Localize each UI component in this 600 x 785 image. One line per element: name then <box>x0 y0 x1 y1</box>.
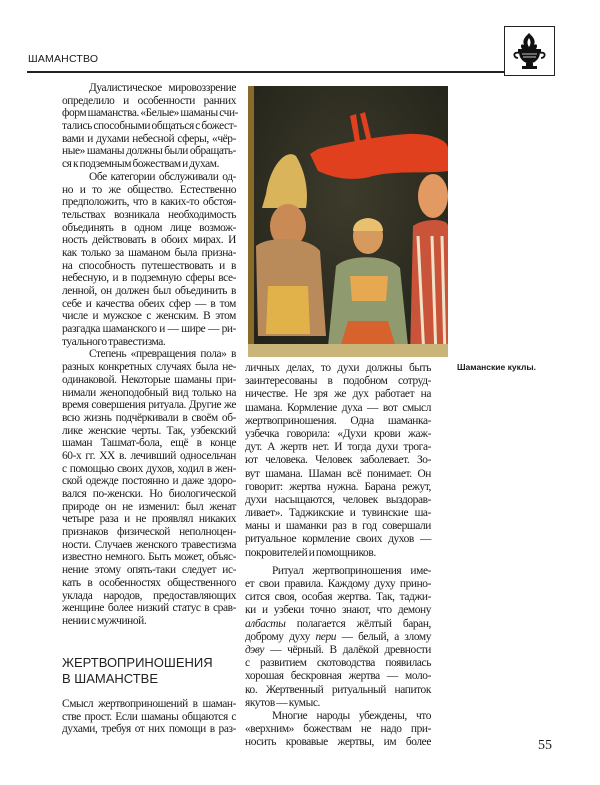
text-line <box>245 710 431 723</box>
text-line <box>245 520 431 533</box>
text-span: предположить, что в каких-то обстоя- <box>62 196 236 209</box>
text-line <box>62 209 236 222</box>
text-span: время совершения ритуала. Другие же <box>62 399 236 412</box>
italic-term: албасты <box>245 617 286 630</box>
urn-with-flame-icon <box>504 26 555 76</box>
text-span: ные» шаманы должны были обращать- <box>62 145 236 158</box>
text-line <box>62 564 236 577</box>
section-heading-line-2: В ШАМАНСТВЕ <box>62 671 158 686</box>
text-line <box>62 463 236 476</box>
running-head-title: ШАМАНСТВО <box>28 53 99 65</box>
text-line <box>62 196 236 209</box>
text-line <box>245 547 431 560</box>
text-span: ко. Жертвенный ритуальный напиток <box>245 683 431 696</box>
text-line <box>245 468 431 481</box>
text-span: вами и духами небесной сферы, «чёр- <box>62 132 236 145</box>
text-line <box>62 234 236 247</box>
text-span: разных конкретных случаях была не- <box>62 361 236 374</box>
text-span: духи насыщаются, человек выздорав- <box>245 493 431 506</box>
text-line <box>62 260 236 273</box>
text-span: ритуальное кормление своих духов — <box>245 533 431 546</box>
text-span: как только за шаманом была призна- <box>62 246 236 259</box>
text-span: хорошая бескровная жертва — моло- <box>245 670 431 683</box>
text-span: уклада народов, предоставляющих <box>62 589 236 602</box>
text-line <box>245 415 431 428</box>
text-span: тались способными общаться с божест- <box>62 120 237 133</box>
text-span: небесную, и в подземную сферы все- <box>62 272 236 285</box>
text-line <box>245 565 431 578</box>
text-line <box>62 488 236 501</box>
text-line <box>62 501 236 514</box>
text-line <box>62 171 236 184</box>
text-span: Дуалистическое мировоззрение <box>89 82 236 94</box>
text-span: нение этому опять-таки следует ис- <box>62 564 236 577</box>
text-line <box>245 533 431 546</box>
text-line <box>62 348 236 361</box>
text-span: на способность путешествовать и в <box>62 259 236 272</box>
text-line <box>245 402 431 415</box>
text-span: ничестве. Не зря же дух работает на <box>245 388 431 401</box>
text-span: ся к подземным божествам и духам. <box>62 158 220 171</box>
text-span: числе и мужское с женским. В этом <box>62 310 236 323</box>
text-span: всю жизнь подчёркивали в своём об- <box>62 411 236 424</box>
text-line <box>245 631 431 644</box>
text-line <box>245 375 431 388</box>
text-line <box>62 475 236 488</box>
text-line <box>62 158 236 171</box>
text-span: стве прост. Если шаманы общаются с <box>62 710 236 723</box>
text-line <box>62 361 236 374</box>
text-span: Смысл жертвоприношений в шаман- <box>62 698 236 710</box>
page-number: 55 <box>538 738 552 753</box>
text-line <box>62 310 236 323</box>
text-line <box>62 450 236 463</box>
text-span: нимали женоподобный вид только на <box>62 386 236 399</box>
text-span: тельствах возникала необходимость <box>62 208 236 221</box>
text-line <box>245 507 431 520</box>
text-span: ской одежде постоянно и даже здоро- <box>62 475 236 488</box>
text-line <box>245 441 431 454</box>
text-span: вут шамана. Шаман всё понимает. Он <box>245 467 431 480</box>
text-span: сится своя, особая жертва. Так, таджи- <box>245 591 431 604</box>
text-line <box>62 437 236 450</box>
text-span: Многие народы убеждены, что <box>272 709 431 722</box>
text-line <box>62 577 236 590</box>
section-heading-line-1: ЖЕРТВОПРИНОШЕНИЯ <box>62 655 213 670</box>
header-rule <box>27 71 524 73</box>
section-paragraph <box>62 698 236 736</box>
text-span: заинтересованы в подобном сотруд- <box>245 375 431 388</box>
text-line <box>62 551 236 564</box>
text-line <box>62 425 236 438</box>
text-line <box>245 362 431 375</box>
text-span: говорит: жертва нужна. Барана режут, <box>245 480 431 493</box>
text-line <box>62 590 236 603</box>
text-span: с развитием скотоводства появилась <box>245 657 431 670</box>
text-span: женщине более низкий статус в срав- <box>62 602 236 615</box>
text-span: разгадка шаманского и — шире — ри- <box>62 323 236 336</box>
section-heading <box>62 655 213 687</box>
text-span: жертвоприношения. Одна шаманка- <box>245 414 431 427</box>
text-span: ности. Случаев женского травестизма <box>62 538 236 551</box>
text-line <box>62 723 236 736</box>
text-span: но и то же общество. Естественно <box>62 183 236 196</box>
text-line <box>62 120 236 133</box>
text-line <box>245 388 431 401</box>
text-line <box>245 644 431 657</box>
text-span: ливает». Таджикские и тувинские ша- <box>245 507 431 520</box>
text-line <box>245 684 431 697</box>
text-line <box>245 454 431 467</box>
text-line <box>62 285 236 298</box>
text-span: Обе категории обслуживали од- <box>89 170 236 183</box>
text-line <box>62 615 236 628</box>
text-line <box>245 670 431 683</box>
text-line <box>62 247 236 260</box>
text-line <box>245 736 431 749</box>
text-line <box>62 539 236 552</box>
text-span: шамана. Кормление духа — вот смысл <box>245 401 431 414</box>
text-line <box>62 526 236 539</box>
text-span: шаман Ташмат-бола, ещё в конце <box>62 437 236 450</box>
right-text-column <box>245 362 431 749</box>
text-span: с помощью своих духов, ходил в жен- <box>62 462 236 475</box>
text-line <box>245 591 431 604</box>
text-line <box>245 723 431 736</box>
text-span: Степень «превращения пола» в <box>89 348 236 361</box>
text-line <box>62 184 236 197</box>
text-span: дут. А жертв нет. И тогда духи трога- <box>245 441 431 454</box>
text-line <box>62 298 236 311</box>
text-line <box>62 133 236 146</box>
text-span: ки и узбеки точно знают, что демону <box>245 604 431 617</box>
text-line <box>245 657 431 670</box>
text-line <box>245 578 431 591</box>
text-span: Ритуал жертвоприношения име- <box>272 564 431 577</box>
text-line <box>62 107 239 120</box>
text-line <box>245 428 431 441</box>
text-line <box>62 145 236 158</box>
text-span: якутов — кумыс. <box>245 696 320 709</box>
text-line <box>245 494 431 507</box>
italic-term: дэву <box>245 643 265 656</box>
text-span: природе он не изменил: был женат <box>62 500 236 513</box>
text-span: кать в особенностях общественного <box>62 576 236 589</box>
text-line <box>62 82 236 95</box>
text-line <box>62 513 236 526</box>
text-span: — белый, а злому <box>336 630 431 643</box>
text-span: 60-х гг. XX в. лечивший односельчан <box>62 449 236 462</box>
text-span: форм шаманства. «Белые» шаманы счи- <box>62 107 239 120</box>
text-span: известно немного. Быть может, объяс- <box>62 551 236 564</box>
text-span: вался по-женски. Но биологической <box>62 488 236 500</box>
text-line <box>245 618 431 631</box>
text-line <box>62 222 236 235</box>
text-line <box>245 481 431 494</box>
text-span: ет свои правила. Каждому духу прино- <box>245 578 431 590</box>
text-span: узбечка говорила: «Духи крови жаж- <box>245 427 431 440</box>
text-span: четыре раза и не проявлял никаких <box>62 513 236 526</box>
text-line <box>245 604 431 617</box>
text-line <box>62 374 236 387</box>
text-line <box>62 412 236 425</box>
text-span: одинаковой. Некоторые шаманы при- <box>62 373 236 386</box>
text-span: лике женские черты. Так, узбекский <box>62 424 236 437</box>
text-line <box>62 698 236 711</box>
text-span: нении с мужчиной. <box>62 614 147 627</box>
text-span: ленной, он должен был объединить в <box>62 285 236 297</box>
text-span: полагается жёлтый баран, <box>285 617 431 630</box>
text-line <box>62 399 236 412</box>
text-span: туального травестизма. <box>62 335 166 348</box>
text-line <box>62 272 236 285</box>
text-span: личных делах, то духи должны быть <box>245 362 431 374</box>
text-span: маны и шаманки раз в год совершали <box>245 520 431 533</box>
text-span: ность действовать в обоих мирах. И <box>62 234 236 247</box>
text-span: ют человека. Человек заболевает. Зо- <box>245 454 431 467</box>
shaman-dolls-photo <box>248 86 448 357</box>
text-line <box>62 387 236 400</box>
text-span: носить кровавые жертвы, им более <box>245 736 431 749</box>
text-line <box>62 336 236 349</box>
text-line <box>62 602 236 615</box>
text-line <box>62 95 236 108</box>
text-line <box>245 697 431 710</box>
text-line <box>62 323 236 336</box>
left-text-column <box>62 82 239 628</box>
figure-caption: Шаманские куклы. <box>457 362 536 372</box>
text-span: определило и особенности ранних <box>62 94 236 107</box>
text-span: — чёрный. В далёкой древности <box>264 643 431 656</box>
text-span: доброму духу <box>245 630 316 643</box>
text-span: «верхним» божествам не надо при- <box>245 723 431 736</box>
text-line <box>62 711 236 724</box>
text-span: признаков физической неполноцен- <box>62 526 236 539</box>
text-span: духами, требуя от них помощи в раз- <box>62 723 236 736</box>
italic-term: пери <box>315 630 337 643</box>
text-span: покровителей и помощников. <box>245 546 376 559</box>
text-span: себе и качества обеих сфер — в том <box>62 297 236 310</box>
text-span: объединять в одном лице возмож- <box>62 221 236 234</box>
